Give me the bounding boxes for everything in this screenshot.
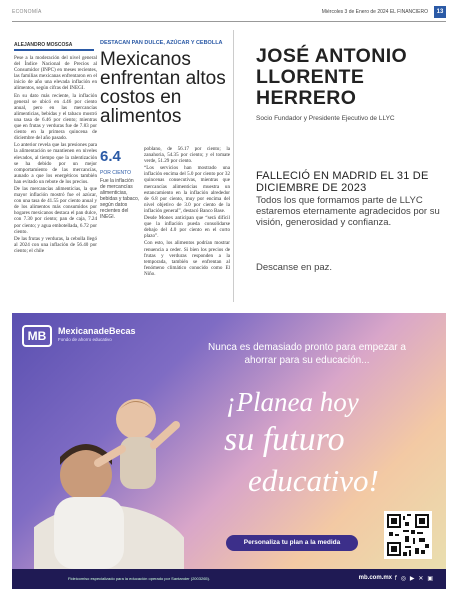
page-header	[12, 6, 446, 22]
stat-value: 6.4	[100, 148, 121, 165]
personalize-plan-button[interactable]: Personaliza tu plan a la medida	[226, 535, 358, 551]
advertisement-mexicana-de-becas[interactable]	[12, 313, 446, 589]
social-media-icons[interactable]: f ◎ ▶ ✕ ▣	[394, 575, 434, 582]
brand-logo-icon: MB	[22, 325, 52, 347]
paragraph: Lo anterior revela que las presiones para la alimentación se mantienen en niveles elevados, al tiempo que la ralentización se ha debido por un mejor comportamiento de las mercancías, aunado a que los energéticos también han evitado un rebote de los precios.	[14, 142, 97, 185]
dateline: Miércoles 3 de Enero de 2024 EL FINANCIERO	[321, 9, 428, 15]
obituary-name: JOSÉ ANTONIO LLORENTE HERRERO	[256, 45, 408, 109]
obituary-message: Todos los que formamos parte de LLYC estaremos eternamente agradecidos por su visión, generosidad y confianza.	[256, 195, 440, 228]
paragraph: Pese a la moderación del nivel general del Índice Nacional de Precios al Consumidor (INPC) en meses recientes, las familias mexicanas enfrentaron en el inicio de año una elevada inflación en alimentos, según cifras del INEGI.	[14, 55, 97, 92]
column-divider	[233, 30, 234, 302]
paragraph: De las frutas y verduras, la cebolla llegó al 2024 con una inflación de 56.40 por ciento; el chile	[14, 235, 97, 254]
ad-footer-bar	[12, 569, 446, 589]
article-column-1	[14, 55, 97, 255]
paragraph: Con esto, los alimentos podrían mostrar renuencia a ceder. Si bien los precios de frutas y verduras responden a la temporada, también se enfrentan al fenómeno climático conocido como El Niño.	[144, 240, 230, 277]
stat-unit: POR CIENTO	[100, 170, 132, 176]
section-label: ECONOMÍA	[12, 9, 42, 15]
obituary-role: Socio Fundador y Presidente Ejecutivo de LLYC	[256, 115, 395, 122]
article-kicker: DESTACAN PAN DULCE, AZÚCAR Y CEBOLLA	[100, 40, 223, 46]
ad-website-link[interactable]: mb.com.mx	[358, 575, 392, 581]
ad-slogan-line-2: su futuro	[224, 421, 345, 458]
stat-description: Fue la inflación de mercancías alimenticias, bebidas y tabaco, según datos recientes del INEGI.	[100, 178, 140, 220]
ad-slogan-line-1: ¡Planea hoy	[226, 387, 359, 417]
ad-slogan-line-3: educativo!	[248, 463, 379, 498]
article-byline: ALEJANDRO MOSCOSA	[14, 42, 94, 51]
ad-disclaimer: Fideicomiso especializado para la educación operado por Santander (2003265).	[68, 576, 211, 581]
paragraph: Desde Monex anticipan que “será difícil que la inflación pueda consolidarse debajo del 4.0 por ciento en el corto plazo”.	[144, 215, 230, 240]
paragraph: De las mercancías alimenticias, la que mayor inflación mostró fue el azúcar, con una tasa de 41.55 por ciento anual y de los alimentos más consumidos por hogares mexicanos destaca el pan dulce, con 7.30 por ciento; pan de caja, 7.24 por ciento; y agua embotellada, 6.72 por ciento.	[14, 185, 97, 235]
page-number-badge: 13	[434, 6, 446, 18]
brand-name: MexicanadeBecas	[58, 326, 136, 336]
paragraph: “Los servicios han mostrado una inflación encima del 5.0 por ciento por 32 quincenas consecutivas, mientras que mercancías alimenticias muestra un estancamiento en la inflación alrededor de 6.8 por ciento, muy por encima del nivel objetivo de 3.0 por ciento de la inflación general”, destacó Banco Base.	[144, 165, 230, 214]
obituary-death-notice: FALLECIÓ EN MADRID EL 31 DE DICIEMBRE DE 2023	[256, 170, 429, 194]
obituary-rest-in-peace: Descanse en paz.	[256, 262, 333, 273]
qr-code-icon[interactable]	[384, 511, 432, 559]
father-and-child-photo-icon	[34, 365, 184, 569]
paragraph: poblano, de 56.17 por ciento; la zanahoria, 54.35 por ciento; y el tomate verde, 51.29 por ciento.	[144, 146, 230, 165]
ad-tagline: Nunca es demasiado pronto para empezar a ahorrar para su educación...	[208, 342, 406, 366]
brand-subtitle: Fondo de ahorro educativo	[58, 337, 112, 342]
article-column-2	[144, 146, 230, 278]
paragraph: En su dato más reciente, la inflación general se ubicó en 4.46 por ciento anual, pero en las mercancías alimenticias, bebidas y el tabaco mostró una tasa de 6.46 por ciento; mientras que en frutas y verduras fue de 7.83 por ciento en la primera quincena de diciembre del año pasado.	[14, 92, 97, 142]
article-headline: Mexicanos enfrentan altos costos en alimentos	[100, 49, 226, 127]
